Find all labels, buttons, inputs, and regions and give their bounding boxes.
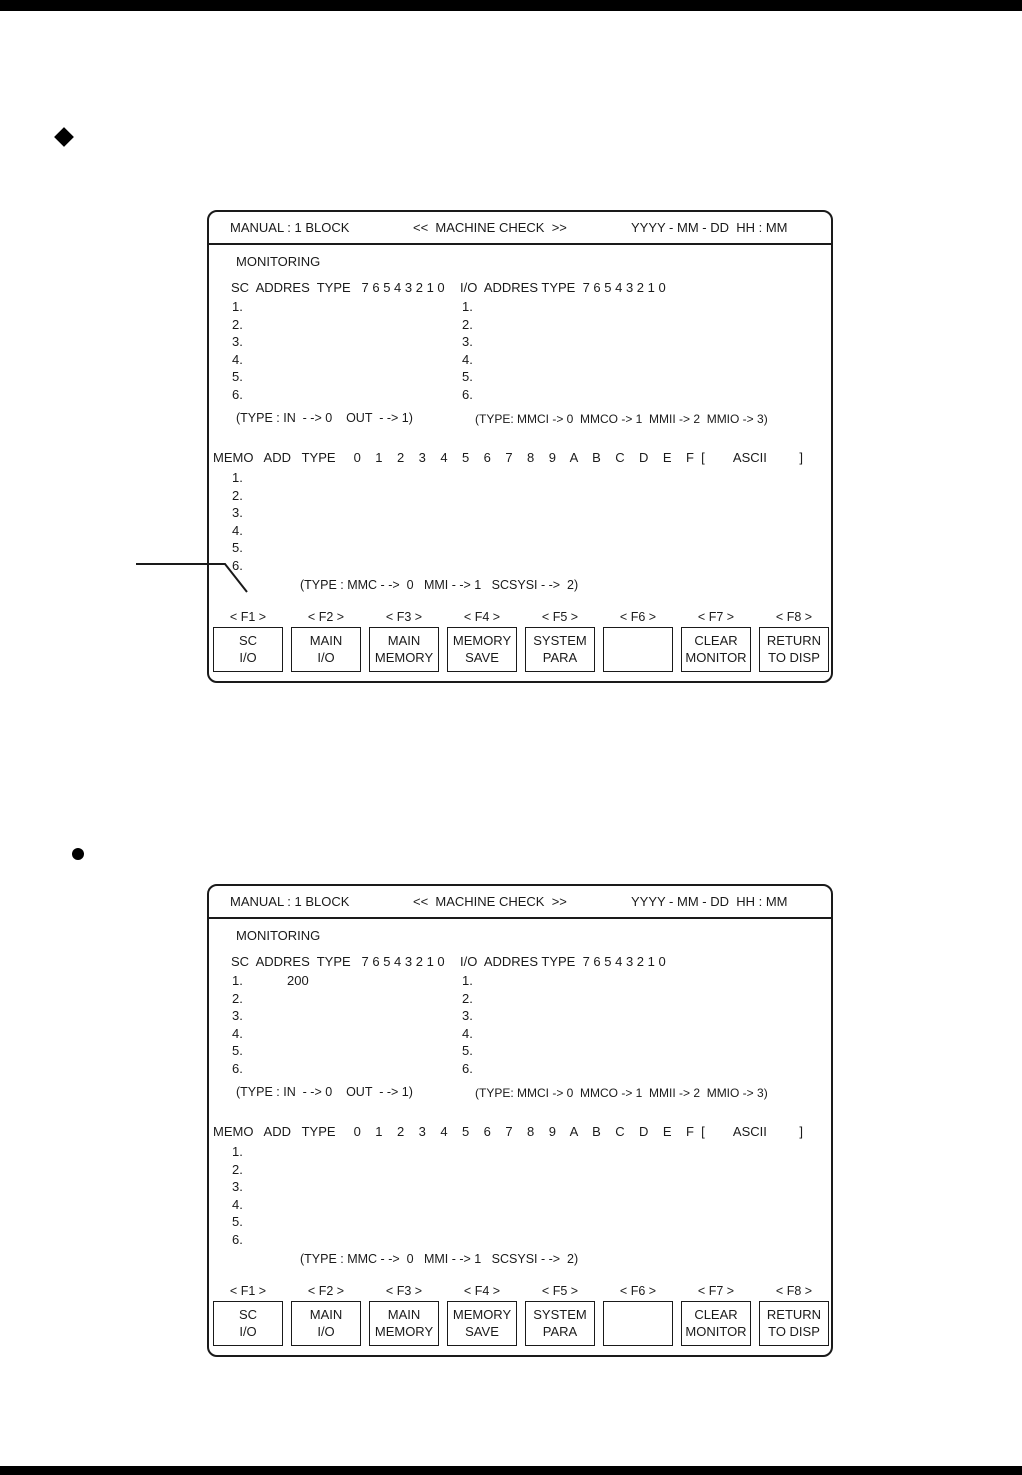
datetime-label: YYYY - MM - DD HH : MM xyxy=(631,220,788,235)
memo-row: 1. xyxy=(232,1144,243,1159)
fkey-label-f4: < F4 > xyxy=(463,1284,501,1298)
softkey-memory-save[interactable]: MEMORY SAVE xyxy=(447,627,517,672)
io-row: 4. xyxy=(462,352,473,367)
fkey-label-f8: < F8 > xyxy=(775,610,813,624)
sc-row: 1. 200 xyxy=(232,973,309,988)
sc-type-note: (TYPE : IN - -> 0 OUT - -> 1) xyxy=(236,1085,413,1099)
sc-column-header: SC ADDRES TYPE 7 6 5 4 3 2 1 0 xyxy=(231,954,445,969)
sc-row: 3. xyxy=(232,1008,243,1023)
circle-bullet-icon xyxy=(72,848,84,860)
fkey-label-f6: < F6 > xyxy=(619,1284,657,1298)
io-row: 6. xyxy=(462,1061,473,1076)
io-row: 3. xyxy=(462,334,473,349)
io-row: 1. xyxy=(462,299,473,314)
sc-row-address: 200 xyxy=(287,973,309,988)
softkey-system-para[interactable]: SYSTEM PARA xyxy=(525,627,595,672)
fkey-label-f4: < F4 > xyxy=(463,610,501,624)
page-bottom-bar xyxy=(0,1466,1022,1475)
io-row: 6. xyxy=(462,387,473,402)
fkey-label-f1: < F1 > xyxy=(229,1284,267,1298)
io-column-header: I/O ADDRES TYPE 7 6 5 4 3 2 1 0 xyxy=(460,280,666,295)
fkey-label-f3: < F3 > xyxy=(385,610,423,624)
memo-row: 2. xyxy=(232,488,243,503)
memo-column-header: MEMO ADD TYPE 0 1 2 3 4 5 6 7 8 9 A B C D E F [ ASCII ] xyxy=(213,1124,804,1139)
sc-row: 6. xyxy=(232,387,243,402)
memo-row: 2. xyxy=(232,1162,243,1177)
sc-row: 1. xyxy=(232,299,243,314)
titlebar-divider xyxy=(209,243,831,245)
softkey-main-io[interactable]: MAIN I/O xyxy=(291,1301,361,1346)
io-type-note: (TYPE: MMCI -> 0 MMCO -> 1 MMII -> 2 MMIO -> 3) xyxy=(475,412,768,426)
softkey-main-memory[interactable]: MAIN MEMORY xyxy=(369,1301,439,1346)
memo-row: 3. xyxy=(232,505,243,520)
softkey-sc-io[interactable]: SC I/O xyxy=(213,627,283,672)
io-row: 3. xyxy=(462,1008,473,1023)
softkey-memory-save[interactable]: MEMORY SAVE xyxy=(447,1301,517,1346)
memo-row: 1. xyxy=(232,470,243,485)
fkey-label-f2: < F2 > xyxy=(307,610,345,624)
softkey-sc-io[interactable]: SC I/O xyxy=(213,1301,283,1346)
softkey-return-to-disp[interactable]: RETURN TO DISP xyxy=(759,627,829,672)
mode-label: MANUAL : 1 BLOCK xyxy=(230,894,350,909)
sc-row: 3. xyxy=(232,334,243,349)
io-column-header: I/O ADDRES TYPE 7 6 5 4 3 2 1 0 xyxy=(460,954,666,969)
memo-type-note: (TYPE : MMC - -> 0 MMI - -> 1 SCSYSI - -> 2) xyxy=(300,578,579,592)
io-row: 5. xyxy=(462,369,473,384)
softkey-clear-monitor[interactable]: CLEAR MONITOR xyxy=(681,1301,751,1346)
fkey-label-f7: < F7 > xyxy=(697,610,735,624)
sc-row: 5. xyxy=(232,369,243,384)
memo-row: 4. xyxy=(232,523,243,538)
io-type-note: (TYPE: MMCI -> 0 MMCO -> 1 MMII -> 2 MMIO -> 3) xyxy=(475,1086,768,1100)
page-top-bar xyxy=(0,0,1022,11)
softkey-main-memory[interactable]: MAIN MEMORY xyxy=(369,627,439,672)
memo-row: 5. xyxy=(232,1214,243,1229)
memo-row: 3. xyxy=(232,1179,243,1194)
diamond-bullet-icon xyxy=(54,127,74,147)
sc-row: 4. xyxy=(232,352,243,367)
memo-row: 6. xyxy=(232,558,243,573)
fkey-label-f5: < F5 > xyxy=(541,1284,579,1298)
sc-row: 2. xyxy=(232,317,243,332)
io-row: 2. xyxy=(462,317,473,332)
softkey-empty[interactable] xyxy=(603,627,673,672)
softkey-system-para[interactable]: SYSTEM PARA xyxy=(525,1301,595,1346)
softkey-empty[interactable] xyxy=(603,1301,673,1346)
sc-row: 5. xyxy=(232,1043,243,1058)
fkey-label-f8: < F8 > xyxy=(775,1284,813,1298)
io-row: 4. xyxy=(462,1026,473,1041)
monitoring-label: MONITORING xyxy=(236,254,321,269)
fkey-label-f6: < F6 > xyxy=(619,610,657,624)
sc-row: 6. xyxy=(232,1061,243,1076)
mode-label: MANUAL : 1 BLOCK xyxy=(230,220,350,235)
sc-row: 4. xyxy=(232,1026,243,1041)
datetime-label: YYYY - MM - DD HH : MM xyxy=(631,894,788,909)
memo-row: 4. xyxy=(232,1197,243,1212)
fkey-label-f2: < F2 > xyxy=(307,1284,345,1298)
softkey-main-io[interactable]: MAIN I/O xyxy=(291,627,361,672)
machine-check-screen-with-entry xyxy=(207,884,833,1357)
titlebar-divider xyxy=(209,917,831,919)
softkey-return-to-disp[interactable]: RETURN TO DISP xyxy=(759,1301,829,1346)
sc-column-header: SC ADDRES TYPE 7 6 5 4 3 2 1 0 xyxy=(231,280,445,295)
fkey-label-f3: < F3 > xyxy=(385,1284,423,1298)
fkey-label-f5: < F5 > xyxy=(541,610,579,624)
memo-column-header: MEMO ADD TYPE 0 1 2 3 4 5 6 7 8 9 A B C D E F [ ASCII ] xyxy=(213,450,804,465)
fkey-label-f7: < F7 > xyxy=(697,1284,735,1298)
monitoring-label: MONITORING xyxy=(236,928,321,943)
softkey-clear-monitor[interactable]: CLEAR MONITOR xyxy=(681,627,751,672)
io-row: 5. xyxy=(462,1043,473,1058)
io-row: 2. xyxy=(462,991,473,1006)
memo-type-note: (TYPE : MMC - -> 0 MMI - -> 1 SCSYSI - -> 2) xyxy=(300,1252,579,1266)
screen-title: << MACHINE CHECK >> xyxy=(413,894,567,909)
machine-check-screen-initial xyxy=(207,210,833,683)
io-row: 1. xyxy=(462,973,473,988)
fkey-label-f1: < F1 > xyxy=(229,610,267,624)
memo-row: 6. xyxy=(232,1232,243,1247)
screen-title: << MACHINE CHECK >> xyxy=(413,220,567,235)
sc-type-note: (TYPE : IN - -> 0 OUT - -> 1) xyxy=(236,411,413,425)
sc-row: 2. xyxy=(232,991,243,1006)
memo-row: 5. xyxy=(232,540,243,555)
